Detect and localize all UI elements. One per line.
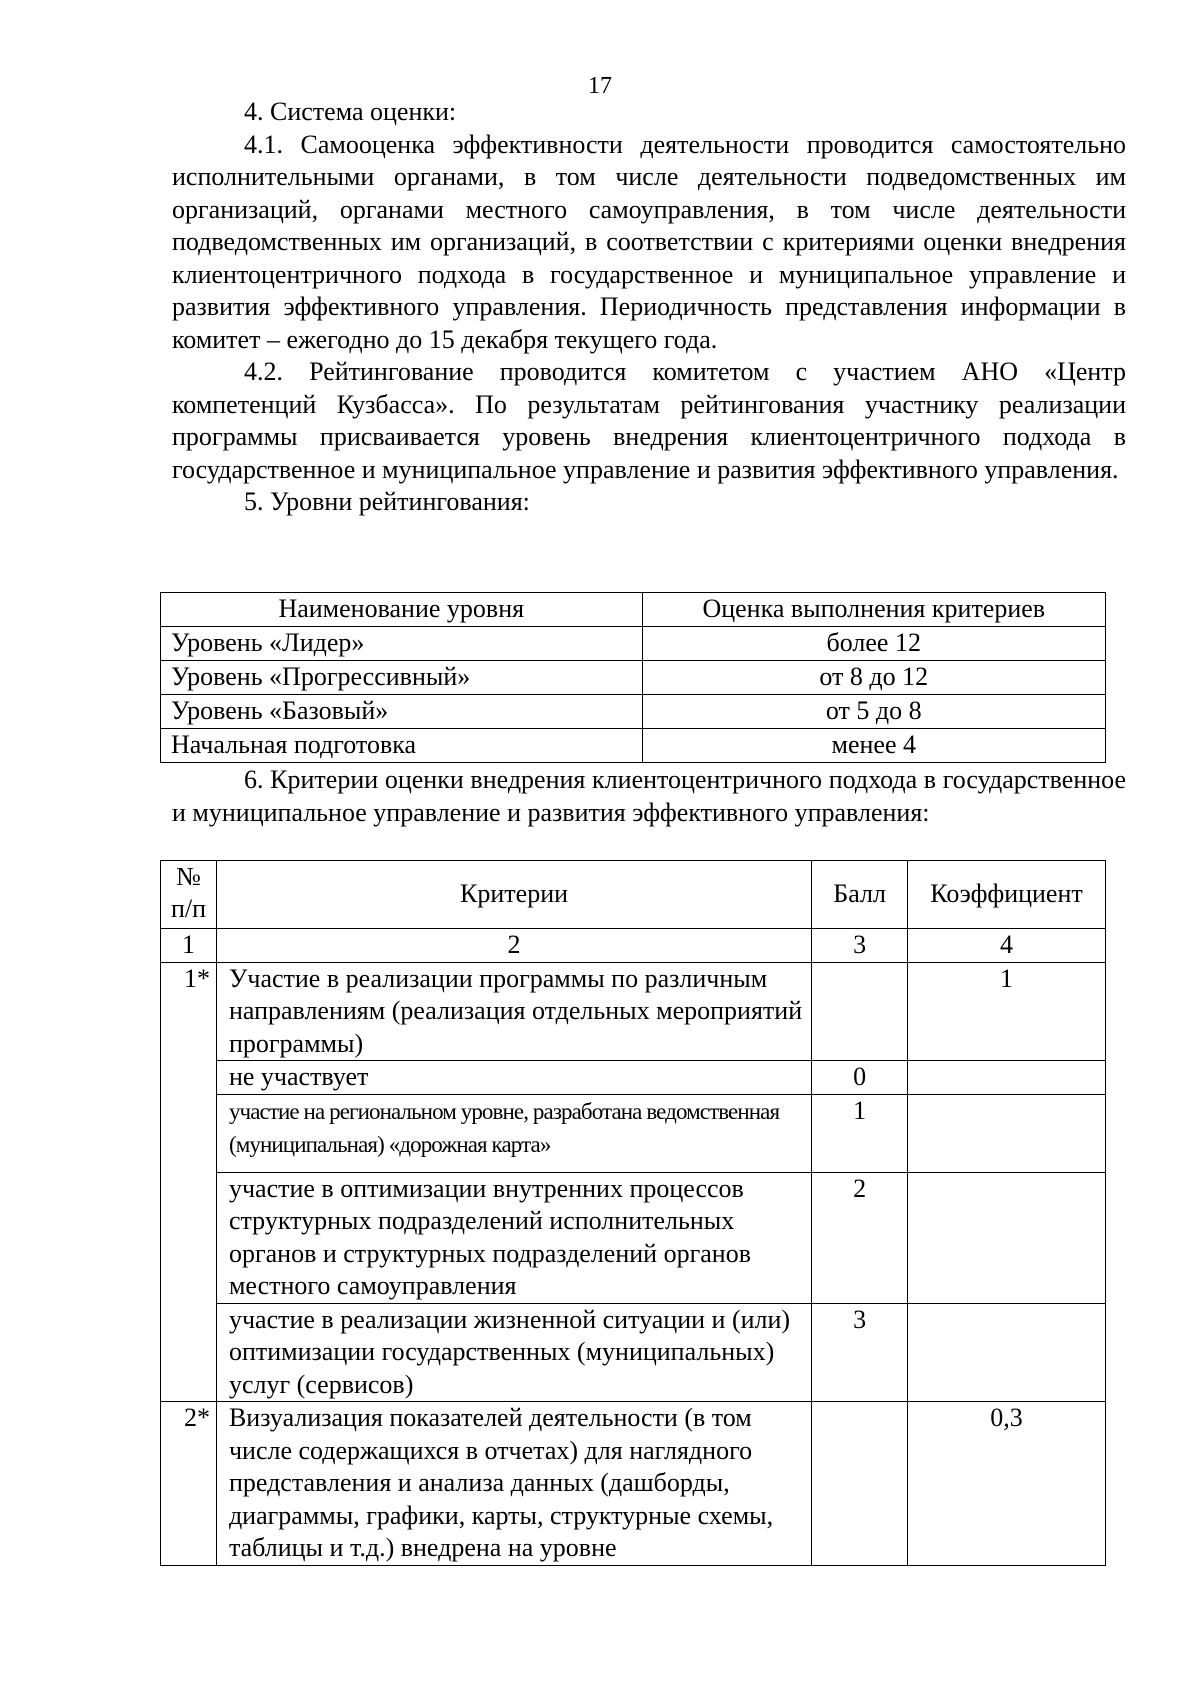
- level-score: менее 4: [642, 729, 1105, 763]
- criteria-header-score: Балл: [812, 861, 908, 929]
- criterion-title: Визуализация показателей деятельности (в том числе содержащихся в отчетах) для наглядного представления и анализа данных (дашборды, диаграммы, графики, карты, структурные схемы, таблицы и т.д.) внедрена на уровне: [216, 1402, 811, 1566]
- paragraph-4: 4. Система оценки:: [244, 97, 457, 126]
- option-text: не участвует: [216, 1061, 811, 1095]
- section-6-text: [172, 764, 1126, 829]
- criterion-title: Участие в реализации программы по различным направлениям (реализация отдельных мероприятий программы): [216, 962, 811, 1061]
- level-name: Уровень «Лидер»: [161, 627, 643, 661]
- paragraph-5: 5. Уровни рейтингования:: [244, 487, 530, 516]
- criteria-header-number: № п/п: [161, 861, 217, 929]
- criteria-header-row: [161, 861, 1106, 929]
- option-score: 2: [812, 1172, 908, 1303]
- paragraph-4-2: 4.2. Рейтингование проводится комитетом с участием АНО «Центр компетенций Кузбасса». По результатам рейтингования участнику реализации программы присваивается уровень внедрения клиентоцентричного подхода в государственное и муниципальное управление и развития эффективного управления.: [172, 357, 1126, 484]
- criterion-number: 1*: [161, 962, 217, 1402]
- criterion-option-row: [161, 1172, 1106, 1303]
- column-number: 4: [908, 929, 1106, 963]
- criteria-header-criteria: Критерии: [216, 861, 811, 929]
- level-score: более 12: [642, 627, 1105, 661]
- criterion-option-row: [161, 1061, 1106, 1095]
- criteria-header-coefficient: Коэффициент: [908, 861, 1106, 929]
- paragraph-4-1: 4.1. Самооценка эффективности деятельности проводится самостоятельно исполнительными органами, в том числе деятельности подведомственных им организаций, органами местного самоуправления, в том числе деятельности подведомственных им организаций, в соответствии с критериями оценки внедрения клиентоцентричного подхода в государственное и муниципальное управление и развития эффективного управления. Периодичность представления информации в комитет – ежегодно до 15 декабря текущего года.: [172, 129, 1126, 354]
- table-row: [161, 627, 1106, 661]
- table-row: [161, 695, 1106, 729]
- criterion-coefficient: 0,3: [908, 1402, 1106, 1566]
- column-number: 2: [216, 929, 811, 963]
- criterion-option-row: [161, 1303, 1106, 1402]
- criteria-column-numbers-row: [161, 929, 1106, 963]
- option-coefficient: [908, 1172, 1106, 1303]
- option-text: участие в оптимизации внутренних процессов структурных подразделений исполнительных органов и структурных подразделений органов местного самоуправления: [216, 1172, 811, 1303]
- level-score: от 5 до 8: [642, 695, 1105, 729]
- option-text: участие на региональном уровне, разработана ведомственная (муниципальная) «дорожная карта»: [216, 1094, 811, 1172]
- column-number: 3: [812, 929, 908, 963]
- level-score: от 8 до 12: [642, 661, 1105, 695]
- levels-header-score: Оценка выполнения критериев: [642, 593, 1105, 627]
- option-text: участие в реализации жизненной ситуации и (или) оптимизации государственных (муниципальных) услуг (сервисов): [216, 1303, 811, 1402]
- criterion-row: [161, 962, 1106, 1061]
- option-coefficient: [908, 1094, 1106, 1172]
- option-coefficient: [908, 1061, 1106, 1095]
- level-name: Начальная подготовка: [161, 729, 643, 763]
- option-score: 1: [812, 1094, 908, 1172]
- criterion-option-row: [161, 1094, 1106, 1172]
- criterion-coefficient: 1: [908, 962, 1106, 1061]
- table-row: [161, 661, 1106, 695]
- option-coefficient: [908, 1303, 1106, 1402]
- paragraph-6: 6. Критерии оценки внедрения клиентоцентричного подхода в государственное и муниципальное управление и развития эффективного управления:: [172, 765, 1126, 827]
- criterion-score: [812, 1402, 908, 1566]
- levels-table: [160, 592, 1106, 763]
- criteria-table: [160, 860, 1106, 1566]
- levels-header-name: Наименование уровня: [161, 593, 643, 627]
- column-number: 1: [161, 929, 217, 963]
- level-name: Уровень «Прогрессивный»: [161, 661, 643, 695]
- option-score: 0: [812, 1061, 908, 1095]
- levels-header-row: [161, 593, 1106, 627]
- section-4-text: [172, 96, 1126, 519]
- table-row: [161, 729, 1106, 763]
- criterion-row: [161, 1402, 1106, 1566]
- option-score: 3: [812, 1303, 908, 1402]
- criterion-number: 2*: [161, 1402, 217, 1566]
- criterion-score: [812, 962, 908, 1061]
- page-number: 17: [588, 73, 612, 99]
- level-name: Уровень «Базовый»: [161, 695, 643, 729]
